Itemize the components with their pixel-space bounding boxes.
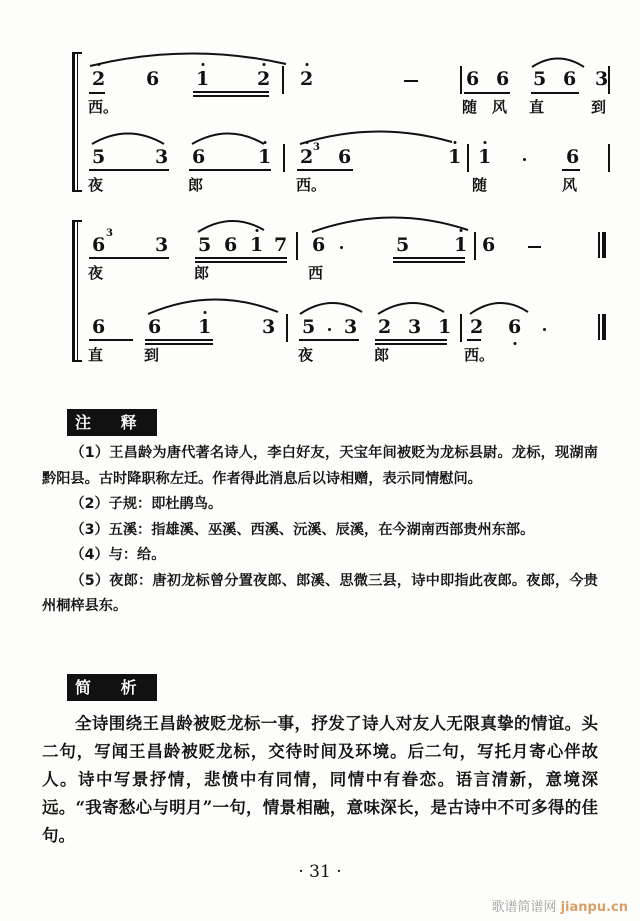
lyric: 直	[88, 346, 104, 364]
lyric: 风	[562, 176, 578, 194]
note: 6	[148, 316, 162, 338]
grace-note: 3	[106, 228, 113, 239]
note: 6	[466, 68, 480, 90]
note: 6	[338, 146, 352, 168]
beam	[193, 95, 269, 97]
slur	[378, 298, 444, 316]
duration-dash	[404, 80, 418, 82]
barline	[296, 232, 298, 260]
beam	[562, 169, 580, 171]
lyric: 随	[472, 176, 488, 194]
augmentation-dot	[523, 158, 526, 161]
note: 2	[378, 316, 392, 338]
note: 5	[198, 234, 212, 256]
beam	[375, 339, 447, 341]
beam	[299, 339, 359, 341]
barline	[286, 314, 288, 342]
beam	[195, 261, 287, 263]
beam	[375, 343, 447, 345]
lyric: 风	[492, 98, 508, 116]
duration-dash	[528, 246, 541, 248]
score-line-3	[0, 214, 640, 290]
note: 1	[478, 148, 491, 167]
beam	[464, 92, 510, 94]
note: 1	[258, 148, 271, 167]
note: 1	[198, 318, 211, 337]
score-system-1	[0, 46, 640, 206]
beam	[393, 261, 465, 263]
note: 2	[300, 70, 313, 89]
note: 6	[508, 318, 521, 337]
note-item: （3）五溪：指雄溪、巫溪、西溪、沅溪、辰溪，在今湖南西部贵州东部。	[70, 521, 535, 538]
score-system-2	[0, 214, 640, 384]
slur	[90, 48, 286, 68]
site-watermark	[491, 896, 628, 915]
note: 5	[92, 146, 106, 168]
barline	[282, 66, 284, 94]
note: 6	[482, 234, 496, 256]
beam	[393, 257, 465, 259]
note: 5	[396, 234, 410, 256]
barline	[460, 314, 462, 342]
lyric: 西	[308, 264, 324, 282]
slur	[300, 298, 362, 316]
note: 6	[566, 146, 580, 168]
note: 6	[92, 316, 106, 338]
note: 5	[533, 68, 547, 90]
lyric: 直	[529, 98, 545, 116]
grace-note: 3	[313, 142, 320, 153]
barline	[608, 144, 610, 172]
beam	[195, 257, 287, 259]
note: 1	[196, 70, 209, 89]
augmentation-dot	[340, 246, 343, 249]
barline	[467, 144, 469, 172]
beam	[297, 169, 353, 171]
score-line-4	[0, 296, 640, 372]
note: 3	[155, 146, 169, 168]
note: 1	[454, 236, 467, 255]
note: 3	[595, 68, 609, 90]
note: 2	[92, 70, 105, 89]
note: 3	[408, 316, 422, 338]
barline	[474, 232, 476, 260]
beam	[145, 339, 213, 341]
note: 2	[300, 148, 313, 167]
page-number: · 31 ·	[298, 862, 342, 882]
note: 3	[155, 234, 169, 256]
slur	[92, 128, 164, 146]
slur	[312, 212, 468, 234]
lyric: 郎	[188, 176, 204, 194]
notes-section-body	[42, 441, 598, 620]
score-line-1	[0, 46, 640, 122]
barline	[608, 66, 610, 94]
slur	[192, 128, 264, 146]
lyric: 到	[144, 346, 160, 364]
beam	[89, 169, 169, 171]
note-item: （4）与：给。	[70, 547, 166, 563]
lyric: 西。	[296, 176, 327, 194]
beam	[89, 92, 105, 94]
note: 6	[224, 234, 238, 256]
beam	[531, 92, 579, 94]
analysis-section-heading: 简 析	[68, 675, 156, 700]
note-item: （5）夜郎：唐初龙标曾分置夜郎、郎溪、思微三县，诗中即指此夜郎。夜郎，今贵州桐梓县东。	[42, 572, 598, 614]
lyric: 到	[591, 98, 607, 116]
beam	[467, 339, 481, 341]
note-item: （2）子规：即杜鹃鸟。	[70, 496, 223, 512]
music-score	[0, 46, 640, 386]
barline	[460, 66, 462, 94]
note: 6	[92, 234, 106, 256]
watermark-site-name: 歌谱简谱网	[491, 900, 557, 915]
lyric: 西。	[464, 346, 495, 364]
note-item: （1）王昌龄为唐代著名诗人，李白好友，天宝年间被贬为龙标县尉。龙标，现湖南黔阳县。古时降职称左迁。作者得此消息后以诗相赠，表示同情慰问。	[42, 445, 598, 487]
note: 6	[563, 68, 577, 90]
lyric: 随	[462, 98, 478, 116]
beam	[89, 339, 133, 341]
slur	[148, 294, 278, 316]
note: 1	[448, 148, 461, 167]
beam	[89, 257, 169, 259]
note: 1	[438, 316, 452, 338]
watermark-domain: jianpu.cn	[560, 900, 628, 915]
barline	[283, 144, 285, 172]
lyric: 夜	[298, 346, 314, 364]
lyric: 郎	[374, 346, 390, 364]
augmentation-dot	[328, 328, 331, 331]
note: 6	[146, 68, 160, 90]
lyric: 郎	[194, 264, 210, 282]
note: 1	[250, 236, 263, 255]
analysis-paragraph: 全诗围绕王昌龄被贬龙标一事，抒发了诗人对友人无限真挚的情谊。头二句，写闻王昌龄被贬龙标，交待时间及环境。后二句，写托月寄心伴故人。诗中写景抒情，悲愤中有同情，同情中有眷恋。语言清新，意境深远。“我寄愁心与明月”一句，情景相融，意味深长，是古诗中不可多得的佳句。	[42, 714, 598, 845]
slur	[198, 216, 264, 234]
beam	[193, 91, 269, 93]
beam	[189, 169, 271, 171]
slur	[470, 298, 528, 316]
note: 6	[496, 68, 510, 90]
note: 3	[262, 316, 276, 338]
note: 6	[312, 234, 326, 256]
note: 5	[302, 316, 316, 338]
note: 6	[192, 146, 206, 168]
lyric: 西。	[88, 98, 119, 116]
lyric: 夜	[88, 264, 104, 282]
notes-section-heading: 注 释	[68, 410, 156, 435]
score-line-2	[0, 126, 640, 202]
note: 2	[257, 70, 270, 89]
slur	[532, 53, 584, 69]
analysis-section-body	[42, 710, 598, 850]
slur	[300, 126, 452, 146]
note: 2	[470, 316, 484, 338]
beam	[145, 343, 213, 345]
note: 3	[344, 316, 358, 338]
augmentation-dot	[543, 328, 546, 331]
note: 7	[274, 234, 288, 256]
lyric: 夜	[88, 176, 104, 194]
